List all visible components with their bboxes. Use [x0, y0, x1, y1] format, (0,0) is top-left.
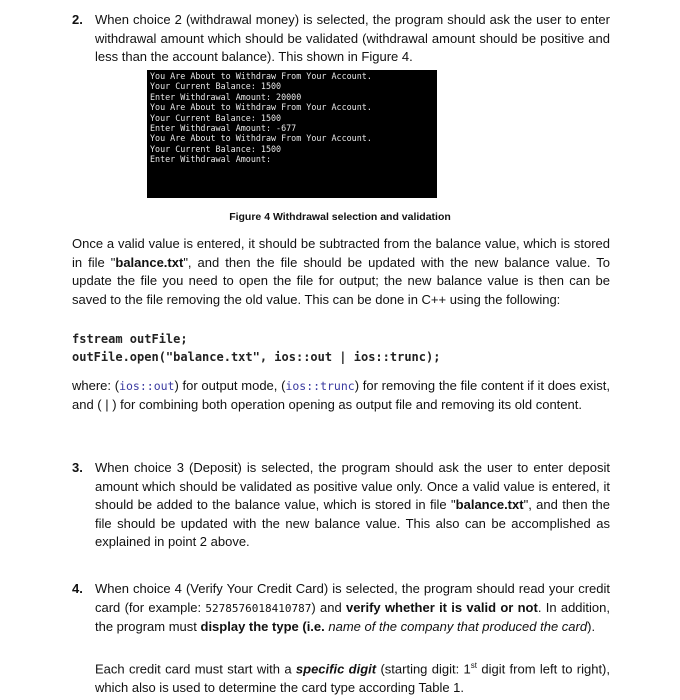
console-line: Enter Withdrawal Amount: -677: [150, 123, 297, 134]
item-2-number: 2.: [72, 12, 83, 27]
console-line: Enter Withdrawal Amount: 20000: [150, 91, 302, 102]
console-line: You Are About to Withdraw From Your Account.: [150, 133, 372, 144]
console-line: Your Current Balance: 1500: [150, 112, 282, 123]
item-4-number: 4.: [72, 581, 83, 596]
item-3-number: 3.: [72, 460, 83, 475]
code-line-2: outFile.open("balance.txt", ios::out | ios::trunc);: [72, 350, 441, 364]
code-line-1: fstream outFile;: [72, 332, 188, 346]
filename-bold: balance.txt: [115, 254, 184, 270]
console-line: Enter Withdrawal Amount:: [150, 154, 272, 165]
item-4-text: When choice 4 (Verify Your Credit Card) is selected, the program should read your credit card (for example: 5278576018410787) and verify whether it is valid or not. In addition, the program must display the type (i.e. name of the company that produced the card).: [95, 581, 611, 634]
balance-paragraph: Once a valid value is entered, it should be subtracted from the balance value, which is stored in file "balance.txt", and then the file should be updated with the new balance value. To update the file you need to open the file for output; the new balance value is then can be saved to the file removing the old value. This can be done in C++ using the following:: [72, 236, 610, 307]
item-4-paragraph-2: Each credit card must start with a specific digit (starting digit: 1st digit from left to right), which also is used to determine the card type according Table 1.: [95, 661, 610, 695]
item-3-text: When choice 3 (Deposit) is selected, the program should ask the user to enter deposit amount which should be validated as positive value only. Once a valid value is entered, it should be added to the balance value, which is stored in file "balance.txt", and then the file should be updated with the new balance value. This also can be accomplished as explained in point 2 above.: [95, 460, 610, 549]
item-2-text: When choice 2 (withdrawal money) is selected, the program should ask the user to enter withdrawal amount which should be validated (withdrawal amount should be positive and less than the account balance). This shown in Figure 4.: [95, 12, 610, 64]
console-line: Your Current Balance: 1500: [150, 143, 282, 154]
console-line: Your Current Balance: 1500: [150, 81, 282, 92]
figure-caption: Figure 4 Withdrawal selection and validation: [229, 211, 451, 223]
console-line: You Are About to Withdraw From Your Account.: [150, 71, 372, 81]
where-paragraph: where: (ios::out) for output mode, (ios::trunc) for removing the file content if it does exist, and ( | ) for combining both operation opening as output file and removing its old content.: [72, 378, 610, 412]
console-output-figure: [147, 70, 437, 198]
console-line: You Are About to Withdraw From Your Account.: [150, 102, 372, 113]
